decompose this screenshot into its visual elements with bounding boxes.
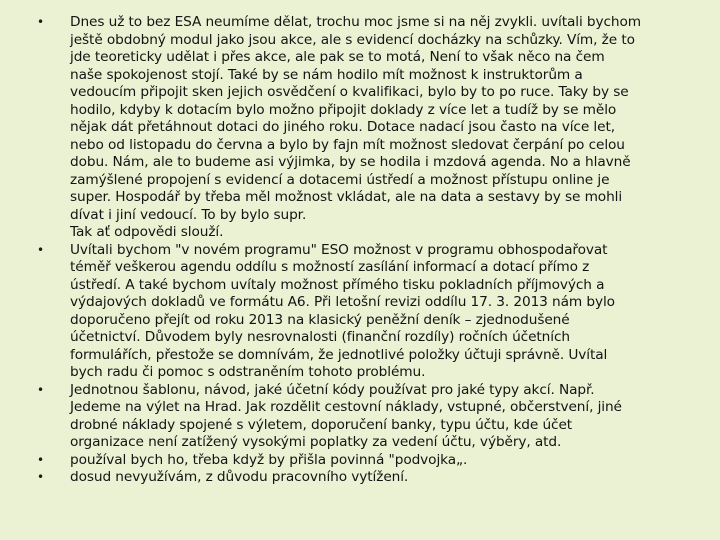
- bullet-text: [70, 14, 710, 242]
- bullet-marker: •: [37, 470, 45, 484]
- list-item: [0, 14, 720, 242]
- text-line: používal bych ho, třeba když by přišla povinná "podvojka„.: [70, 451, 468, 468]
- bullet-list: [0, 14, 720, 487]
- bullet-text: [70, 242, 710, 382]
- text-line: formulářích, přestože se domnívám, že jednotlivé položky účtuji správně. Uvítal: [70, 346, 608, 363]
- text-line: naše spokojenost stojí. Také by se nám hodilo mít možnost k instruktorům a: [70, 66, 583, 83]
- bullet-marker: •: [37, 382, 45, 397]
- text-line: dosud nevyužívám, z důvodu pracovního vytížení.: [70, 469, 409, 485]
- text-line: zamýšlené propojení s evidencí a dotacemi ústředí a možnost přístupu online je: [70, 171, 610, 188]
- text-line: ještě obdobný modul jako jsou akce, ale s evidencí docházky na schůzky. Vím, že to: [70, 31, 635, 48]
- text-line: ústředí. A také bychom uvítaly možnost přímého tisku pokladních příjmových a: [70, 276, 605, 293]
- text-line: Tak ať odpovědi slouží.: [70, 224, 224, 240]
- bullet-marker: •: [37, 15, 45, 29]
- text-line: dobu. Nám, ale to budeme asi výjimka, by se hodila i mzdová agenda. No a hlavně: [70, 154, 631, 170]
- text-line: drobné náklady spojené s výletem, doporučení banky, typu účtu, kde účet: [70, 416, 573, 433]
- text-line: Jedeme na výlet na Hrad. Jak rozdělit cestovní náklady, vstupné, občerstvení, jiné: [70, 399, 622, 415]
- text-line: jde teoreticky udělat i přes akce, ale pak se to motá, Není to však něco na čem: [70, 49, 605, 65]
- text-line: doporučeno přejít od roku 2013 na klasický peněžní deník – zjednodušené: [70, 311, 570, 328]
- bullet-marker: •: [37, 242, 45, 257]
- list-item: [0, 242, 720, 382]
- bullet-text: [70, 452, 710, 470]
- text-line: Dnes už to bez ESA neumíme dělat, trochu moc jsme si na něj zvykli. uvítali bychom: [70, 14, 642, 30]
- list-item: [0, 469, 720, 487]
- bullet-marker: •: [37, 452, 45, 467]
- text-line: nějak dát přetáhnout dotaci do jiného roku. Dotace nadací jsou často na více let,: [70, 119, 615, 135]
- text-line: Jednotnou šablonu, návod, jaké účetní kódy používat pro jaké typy akcí. Např.: [70, 381, 595, 398]
- text-line: dívat i jiní vedoucí. To by bylo supr.: [70, 206, 307, 223]
- text-line: téměř veškerou agendu oddílu s možností zasílání informací a dotací přímo z: [70, 259, 590, 275]
- text-line: organizace není zatížený vysokými poplatky za vedení účtu, výběry, atd.: [70, 434, 562, 450]
- text-line: účetnictví. Důvodem byly nesrovnalosti (finanční rozdíly) ročních účetních: [70, 329, 570, 345]
- text-line: vedoucím připojit sken jejich osvědčení o kvalifikaci, bylo by to po ruce. Taky by se: [70, 84, 629, 100]
- list-item: [0, 382, 720, 452]
- text-line: Uvítali bychom "v novém programu" ESO možnost v programu obhospodařovat: [70, 241, 608, 258]
- text-line: super. Hospodář by třeba měl možnost vkládat, ale na data a sestavy by se mohli: [70, 189, 623, 205]
- slide-content: [0, 14, 720, 487]
- text-line: hodilo, kdyby k dotacím bylo možno připojit doklady z více let a tudíž by se mělo: [70, 101, 617, 118]
- text-line: výdajových dokladů ve formátu A6. Při letošní revizi oddílu 17. 3. 2013 nám bylo: [70, 294, 615, 310]
- text-line: nebo od listopadu do června a bylo by fajn mít možnost sledovat čerpání po celou: [70, 136, 625, 153]
- list-item: [0, 452, 720, 470]
- text-line: bych radu či pomoc s odstraněním tohoto problému.: [70, 364, 426, 380]
- bullet-text: [70, 382, 710, 452]
- bullet-text: [70, 469, 710, 487]
